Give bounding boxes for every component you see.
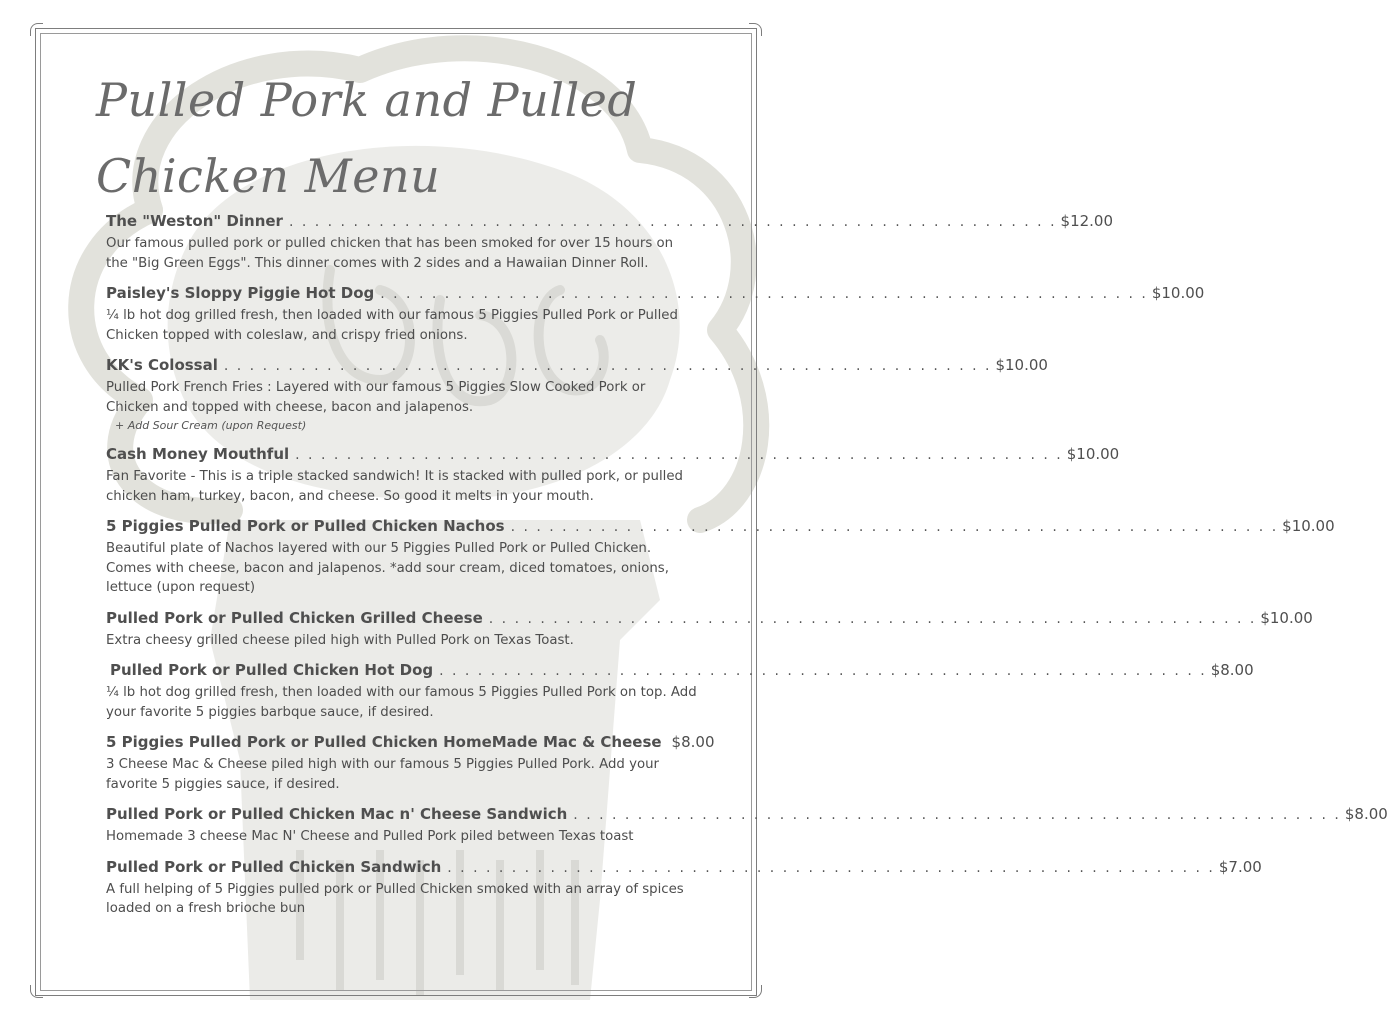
item-name: Pulled Pork or Pulled Chicken Mac n' Cheese Sandwich: [106, 805, 568, 823]
menu-title: Pulled Pork and Pulled Chicken Menu: [96, 73, 638, 203]
corner-ornament: [749, 23, 762, 36]
item-description: Fan Favorite - This is a triple stacked sandwich! It is stacked with pulled pork, or pulled chicken ham, turkey, bacon, and cheese. So good it melts in your mouth.: [106, 469, 683, 504]
menu-item: [106, 733, 715, 794]
menu-item: [106, 857, 1262, 919]
item-name: Pulled Pork or Pulled Chicken Grilled Cheese: [106, 608, 483, 627]
item-description: Our famous pulled pork or pulled chicken that has been smoked for over 15 hours on the "Big Green Eggs". This dinner comes with 2 sides and a Hawaiian Dinner Roll.: [106, 236, 674, 271]
item-name: KK's Colossal: [106, 356, 218, 374]
item-price: $10.00: [1066, 445, 1120, 463]
item-name: The "Weston" Dinner: [106, 212, 283, 230]
menu-item: [106, 284, 1205, 345]
item-price: $10.00: [995, 356, 1048, 374]
item-price: $8.00: [1210, 661, 1254, 679]
corner-ornament: [30, 23, 43, 36]
item-price: $8.00: [1344, 805, 1388, 823]
item-note: + Add Sour Cream (upon Request): [115, 419, 307, 432]
dot-leader: . . . . . . . . . . . . . . . . . . . . . . . . . . . . . . . . . . . . . . . . . . . . . . . . . . . . . . . . . . . .: [223, 358, 992, 374]
item-price: $10.00: [1151, 284, 1205, 302]
item-description: Beautiful plate of Nachos layered with our 5 Piggies Pulled Pork or Pulled Chicken. Comes with cheese, bacon and jalapenos. *add sour cream, diced tomatoes, onions, lettuce (upon request): [106, 541, 669, 595]
menu-item: [106, 356, 1048, 434]
dot-leader: . . . . . . . . . . . . . . . . . . . . . . . . . . . . . . . . . . . . . . . . . . . . . . . . . . . . . . . . . . . .: [447, 859, 1215, 876]
item-description: ¼ lb hot dog grilled fresh, then loaded with our famous 5 Piggies Pulled Pork on top. Add your favorite 5 piggies barbque sauce, if desired.: [106, 685, 697, 720]
dot-leader: . . . . . . . . . . . . . . . . . . . . . . . . . . . . . . . . . . . . . . . . . . . . . . . . . . . . . . . . . . . .: [439, 663, 1207, 679]
dot-leader: . . . . . . . . . . . . . . . . . . . . . . . . . . . . . . . . . . . . . . . . . . . . . . . . . . . . . . . . . . . .: [380, 286, 1148, 302]
item-name: 5 Piggies Pulled Pork or Pulled Chicken HomeMade Mac & Cheese: [106, 733, 662, 751]
menu-items: [106, 212, 1388, 930]
dot-leader: . . . . . . . . . . . . . . . . . . . . . . . . . . . . . . . . . . . . . . . . . . . . . . . . . . . . . . . . . . . .: [510, 519, 1279, 535]
item-name: Cash Money Mouthful: [106, 445, 290, 463]
menu-item: [106, 517, 1335, 598]
item-description: Pulled Pork French Fries : Layered with our famous 5 Piggies Slow Cooked Pork or Chicken and topped with cheese, bacon and jalapenos.: [106, 380, 646, 415]
item-description: A full helping of 5 Piggies pulled pork or Pulled Chicken smoked with an array of spices loaded on a fresh brioche bun: [106, 881, 684, 916]
menu-item: [106, 661, 1254, 722]
menu-item: [106, 805, 1388, 847]
item-price: $12.00: [1060, 212, 1114, 230]
dot-leader: . . . . . . . . . . . . . . . . . . . . . . . . . . . . . . . . . . . . . . . . . . . . . . . . . . . . . . . . . . . .: [288, 214, 1057, 230]
item-price: $8.00: [671, 733, 715, 751]
item-name: Pulled Pork or Pulled Chicken Hot Dog: [110, 661, 434, 679]
item-name: 5 Piggies Pulled Pork or Pulled Chicken Nachos: [106, 517, 505, 535]
item-name: Paisley's Sloppy Piggie Hot Dog: [106, 284, 375, 302]
menu-item: [106, 445, 1120, 506]
item-description: Homemade 3 cheese Mac N' Cheese and Pulled Pork piled between Texas toast: [106, 829, 634, 844]
dot-leader: . . . . . . . . . . . . . . . . . . . . . . . . . . . . . . . . . . . . . . . . . . . . . . . . . . . . . . . . . . . .: [573, 807, 1341, 823]
dot-leader: . . . . . . . . . . . . . . . . . . . . . . . . . . . . . . . . . . . . . . . . . . . . . . . . . . . . . . . . . . . .: [488, 610, 1257, 627]
corner-ornament: [30, 985, 43, 998]
item-description: ¼ lb hot dog grilled fresh, then loaded with our famous 5 Piggies Pulled Pork or Pulled Chicken topped with coleslaw, and crispy fried onions.: [106, 308, 678, 343]
menu-item: [106, 212, 1114, 273]
item-price: $10.00: [1260, 608, 1313, 627]
item-description: Extra cheesy grilled cheese piled high with Pulled Pork on Texas Toast.: [106, 632, 574, 648]
item-name: Pulled Pork or Pulled Chicken Sandwich: [106, 857, 442, 876]
dot-leader: . . . . . . . . . . . . . . . . . . . . . . . . . . . . . . . . . . . . . . . . . . . . . . . . . . . . . . . . . . . .: [295, 447, 1063, 463]
item-description: 3 Cheese Mac & Cheese piled high with our famous 5 Piggies Pulled Pork. Add your favorite 5 piggies sauce, if desired.: [106, 757, 659, 792]
menu-item: [106, 608, 1313, 651]
item-price: $7.00: [1218, 857, 1262, 876]
item-price: $10.00: [1282, 517, 1335, 535]
